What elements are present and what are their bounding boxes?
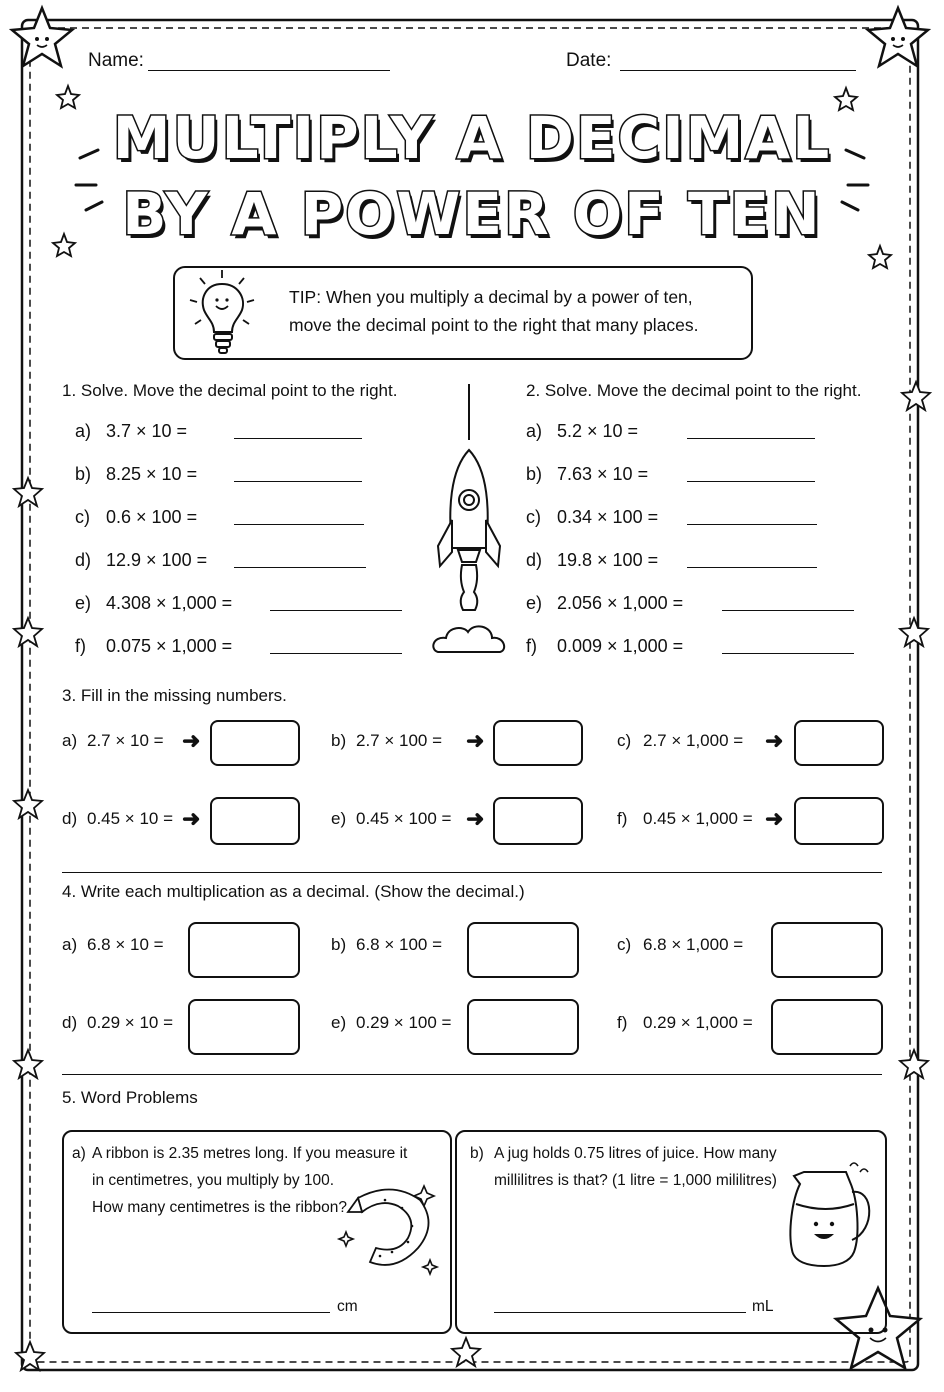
- section4-letter-a: a): [62, 935, 78, 954]
- section1-answer-a[interactable]: [234, 438, 362, 439]
- name-label: Name:: [88, 50, 144, 71]
- section3-letter-a: a): [62, 731, 78, 750]
- arrow-right-icon: ➜: [765, 728, 784, 753]
- section4-letter-d: d): [62, 1013, 78, 1032]
- section4-answer-c[interactable]: [771, 922, 883, 978]
- word-problem-a-line3: How many centimetres is the ribbon?: [92, 1199, 348, 1216]
- section1-letter-e: e): [75, 593, 92, 613]
- section3-expr-e: 0.45 × 100 =: [356, 809, 452, 828]
- name-field[interactable]: [148, 70, 390, 71]
- section2-expr-c: 0.34 × 100 =: [557, 507, 659, 527]
- section4-letter-b: b): [331, 935, 347, 954]
- section3-letter-c: c): [617, 731, 632, 750]
- section3-letter-e: e): [331, 809, 347, 828]
- section1-expr-a: 3.7 × 10 =: [106, 421, 188, 441]
- section1-answer-e[interactable]: [270, 610, 402, 611]
- section1-letter-b: b): [75, 464, 92, 484]
- section3-letter-d: d): [62, 809, 78, 828]
- section2-expr-f: 0.009 × 1,000 =: [557, 636, 684, 656]
- section2-letter-e: e): [526, 593, 543, 613]
- section1-expr-d: 12.9 × 100 =: [106, 550, 208, 570]
- section3-answer-c[interactable]: [794, 720, 884, 766]
- section4-answer-d[interactable]: [188, 999, 300, 1055]
- section3-answer-b[interactable]: [493, 720, 583, 766]
- section1-answer-b[interactable]: [234, 481, 362, 482]
- tip-line1: TIP: When you multiply a decimal by a power of ten,: [289, 287, 693, 307]
- word-problem-a-line1: A ribbon is 2.35 metres long. If you measure it: [92, 1145, 408, 1162]
- section1-letter-a: a): [75, 421, 92, 441]
- section1-answer-f[interactable]: [270, 653, 402, 654]
- arrow-right-icon: ➜: [466, 806, 485, 831]
- section1-letter-d: d): [75, 550, 92, 570]
- section3-answer-e[interactable]: [493, 797, 583, 845]
- section4-letter-e: e): [331, 1013, 347, 1032]
- word-problem-a-line2: in centimetres, you multiply by 100.: [92, 1172, 335, 1189]
- section-divider: [62, 872, 882, 873]
- section5-title: 5. Word Problems: [62, 1088, 198, 1107]
- section-divider: [62, 1074, 882, 1075]
- section4-title: 4. Write each multiplication as a decimal. (Show the decimal.): [62, 882, 525, 901]
- section4-answer-b[interactable]: [467, 922, 579, 978]
- section2-title: 2. Solve. Move the decimal point to the right.: [526, 381, 862, 400]
- section1-expr-f: 0.075 × 1,000 =: [106, 636, 233, 656]
- section2-answer-f[interactable]: [722, 653, 854, 654]
- section4-expr-d: 0.29 × 10 =: [87, 1013, 174, 1032]
- arrow-right-icon: ➜: [466, 728, 485, 753]
- section3-expr-b: 2.7 × 100 =: [356, 731, 443, 750]
- section1-answer-c[interactable]: [234, 524, 364, 525]
- section2-expr-a: 5.2 × 10 =: [557, 421, 639, 441]
- section4-expr-e: 0.29 × 100 =: [356, 1013, 452, 1032]
- section3-answer-f[interactable]: [794, 797, 884, 845]
- section1-letter-c: c): [75, 507, 90, 527]
- section2-answer-c[interactable]: [687, 524, 817, 525]
- section3-answer-a[interactable]: [210, 720, 300, 766]
- section1-expr-c: 0.6 × 100 =: [106, 507, 198, 527]
- word-problem-a-letter: a): [72, 1145, 86, 1162]
- section2-answer-a[interactable]: [687, 438, 815, 439]
- section4-expr-f: 0.29 × 1,000 =: [643, 1013, 753, 1032]
- word-problem-b-line1: A jug holds 0.75 litres of juice. How many: [494, 1145, 777, 1162]
- tip-line2: move the decimal point to the right that many places.: [289, 315, 699, 335]
- section2-answer-e[interactable]: [722, 610, 854, 611]
- section1-answer-d[interactable]: [234, 567, 366, 568]
- section2-answer-d[interactable]: [687, 567, 817, 568]
- date-label: Date:: [566, 50, 612, 71]
- section2-letter-b: b): [526, 464, 543, 484]
- section3-expr-d: 0.45 × 10 =: [87, 809, 174, 828]
- section2-expr-b: 7.63 × 10 =: [557, 464, 649, 484]
- section2-letter-c: c): [526, 507, 541, 527]
- word-problem-a-answer[interactable]: [92, 1312, 330, 1313]
- arrow-right-icon: ➜: [765, 806, 784, 831]
- word-problem-b-unit: mL: [752, 1298, 774, 1315]
- section3-expr-a: 2.7 × 10 =: [87, 731, 164, 750]
- section4-answer-e[interactable]: [467, 999, 579, 1055]
- section2-letter-d: d): [526, 550, 543, 570]
- section3-title: 3. Fill in the missing numbers.: [62, 686, 287, 705]
- section3-answer-d[interactable]: [210, 797, 300, 845]
- section4-expr-b: 6.8 × 100 =: [356, 935, 443, 954]
- section4-expr-c: 6.8 × 1,000 =: [643, 935, 744, 954]
- arrow-right-icon: ➜: [182, 728, 201, 753]
- section2-expr-d: 19.8 × 100 =: [557, 550, 659, 570]
- section3-expr-f: 0.45 × 1,000 =: [643, 809, 753, 828]
- section1-title: 1. Solve. Move the decimal point to the right.: [62, 381, 398, 400]
- word-problem-b-letter: b): [470, 1145, 484, 1162]
- section4-answer-a[interactable]: [188, 922, 300, 978]
- arrow-right-icon: ➜: [182, 806, 201, 831]
- tip-box: [173, 266, 753, 360]
- section4-letter-c: c): [617, 935, 632, 954]
- section2-answer-b[interactable]: [687, 481, 815, 482]
- section4-answer-f[interactable]: [771, 999, 883, 1055]
- section3-letter-f: f): [617, 809, 628, 828]
- date-field[interactable]: [620, 70, 856, 71]
- section1-expr-e: 4.308 × 1,000 =: [106, 593, 233, 613]
- section1-expr-b: 8.25 × 10 =: [106, 464, 198, 484]
- section2-letter-f: f): [526, 636, 537, 656]
- page-title-line1: MULTIPLY A DECIMAL: [112, 104, 832, 172]
- section4-letter-f: f): [617, 1013, 628, 1032]
- section3-letter-b: b): [331, 731, 347, 750]
- page-title-line2: BY A POWER OF TEN: [122, 180, 822, 248]
- word-problem-b-answer[interactable]: [494, 1312, 746, 1313]
- section3-expr-c: 2.7 × 1,000 =: [643, 731, 744, 750]
- word-problem-a-unit: cm: [337, 1298, 358, 1315]
- section4-expr-a: 6.8 × 10 =: [87, 935, 164, 954]
- section1-letter-f: f): [75, 636, 86, 656]
- rocket-icon: [433, 384, 504, 652]
- section2-letter-a: a): [526, 421, 543, 441]
- section2-expr-e: 2.056 × 1,000 =: [557, 593, 684, 613]
- word-problem-b-line2: millilitres is that? (1 litre = 1,000 mililitres): [494, 1172, 777, 1189]
